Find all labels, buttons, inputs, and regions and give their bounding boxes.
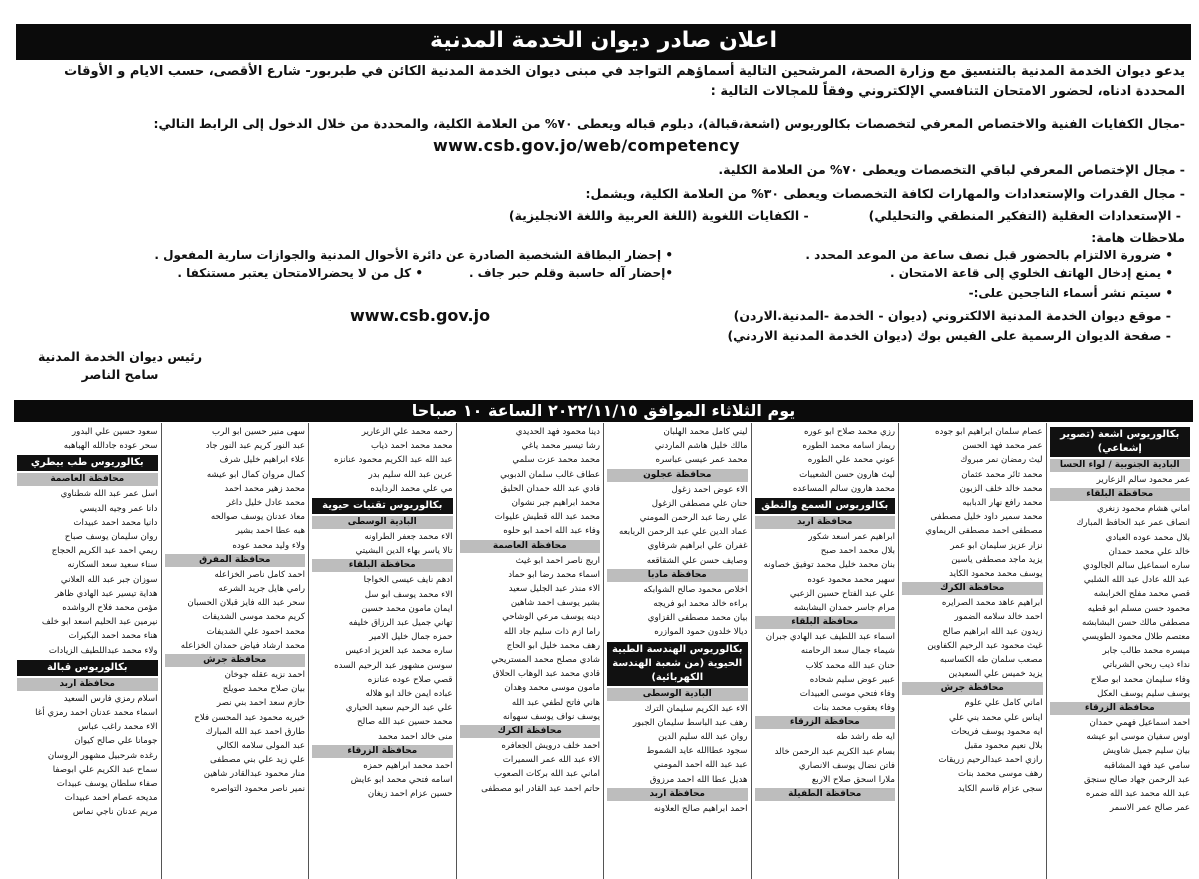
candidate-name: عطاف غالب سلمان الدبوبي	[500, 469, 600, 480]
candidate-name: مالك خليل هاشم الماردني	[654, 441, 748, 452]
candidate-name: اسل عمر عبد الله شطناوي	[60, 489, 158, 500]
note-bring-calculator: •إحضار آله حاسبة وقلم حبر جاف .	[468, 266, 673, 280]
region-header: محافظة البلقاء	[312, 559, 453, 572]
candidate-name: بلال نعيم محمود مقبل	[964, 741, 1043, 752]
candidate-name: حسين عزام احمد زيغان	[367, 789, 453, 800]
candidate-name: سحر عوده جادالله الهباهبه	[63, 441, 158, 452]
region-header: محافظة المفرق	[165, 554, 306, 567]
candidate-name: الاء عوض احمد زغول	[671, 484, 748, 495]
candidate-name: عمر محمد فهد الحسن	[962, 441, 1043, 452]
note-arrive-early: • ضرورة الالتزام بالحضور قبل نصف ساعة من الموعد المحدد .	[805, 248, 1173, 262]
intro-line-2: المحددة ادناه، لحضور الامتحان التنافسي الإلكتروني وفقاً للمجالات التالية :	[710, 84, 1185, 99]
candidate-name: حازم سعد احمد بني نصر	[216, 698, 305, 709]
candidate-name: يوسف محمد محمود الكايد	[949, 569, 1043, 580]
candidate-name: احمد محمد ابراهيم حمزه	[363, 760, 453, 771]
candidate-name: عبد النور كريم عبد النور جاد	[205, 441, 305, 452]
candidate-name: خالد علي محمد حمدان	[1108, 546, 1190, 557]
publish-website-url[interactable]: www.csb.gov.jo	[350, 306, 491, 325]
candidate-name: ميسره محمد طالب جابر	[1102, 646, 1190, 657]
candidate-name: ليث هارون حسن الشعيبات	[799, 469, 895, 480]
candidate-name: ايه طه راشد طه	[836, 732, 895, 743]
candidate-name: شيماء جمال سعد الرحامنه	[800, 646, 895, 657]
candidate-name: سماح عبد الكريم علي ابوصفا	[52, 764, 158, 775]
candidate-name: شادي مصلح محمد المستريحي	[491, 655, 600, 666]
candidate-name: ليني كامل محمد الهلبان	[663, 427, 748, 437]
candidate-name: رحمه محمد علي الزعارير	[361, 427, 453, 437]
candidate-name: اماني كامل علي علوم	[964, 698, 1043, 709]
signature-role: رئيس ديوان الخدمة المدنية	[37, 349, 203, 364]
candidate-name: ابراهيم عمر اسعد شكور	[808, 532, 895, 543]
candidate-name: نداء ذيب ربحي الشرباتي	[1102, 660, 1190, 671]
candidates-column	[898, 423, 1046, 879]
candidate-name: بشير يوسف احمد شاهين	[510, 598, 600, 609]
candidate-name: سامي عيد فهد المشاقبه	[1103, 760, 1190, 771]
candidate-name: ليث رمضان نمر مبروك	[960, 455, 1043, 466]
candidate-name: وفاء يعقوب محمد بنات	[813, 703, 895, 714]
candidate-name: احمد اسماعيل فهمي حمدان	[1089, 718, 1190, 729]
candidate-name: نيرمين عبد الحليم اسعد ابو خلف	[41, 617, 158, 628]
candidate-name: رهف محمد خليل ابو الحاج	[506, 640, 600, 651]
publish-facebook: - صفحة الديوان الرسمية على الفيس بوك (ديوان الخدمة المدنية الاردني)	[727, 328, 1171, 343]
schedule-date: يوم الثلاثاء الموافق ٢٠٢٢/١١/١٥ الساعة ١٠ صباحا	[411, 401, 796, 420]
note-bring-id: • إحضار البطاقة الشخصية الصادرة عن دائرة الأحوال المدنية والجوازات سارية المفعول .	[154, 248, 673, 262]
candidate-name: هاني فاتح لطفي عبد الله	[511, 697, 600, 708]
region-header: محافظة الزرقاء	[312, 745, 453, 758]
candidate-name: اسامه فتحي محمد ابو عايش	[350, 775, 453, 786]
candidate-name: احمد خلف درويش الجعافره	[501, 741, 600, 752]
candidate-name: ولاء وليد محمد عوده	[232, 540, 305, 551]
notes-row-1	[20, 248, 1173, 262]
publish-website-text: - موقع ديوان الخدمة المدنية الالكتروني (ديوان - الخدمة -المدنية.الاردن)	[733, 308, 1171, 323]
candidate-name: معاذ عدنان يوسف صوالحه	[210, 512, 305, 523]
candidate-name: عبد الله عادل عبد الله الشلبي	[1083, 575, 1190, 586]
candidate-name: قصي محمد مفلح الخرابشه	[1093, 589, 1190, 600]
candidate-name: حاتم احمد عبد القادر ابو مصطفى	[481, 783, 600, 794]
candidate-name: رازي احمد عبدالرحيم زريقات	[938, 755, 1043, 766]
candidate-name: علي عبد الرحيم سعيد الحياري	[345, 703, 453, 714]
candidate-name: رزي محمد صلاح ابو عوره	[804, 427, 895, 437]
candidate-name: اخلاص محمود صالح الشوابكه	[643, 584, 748, 595]
candidate-name: سحر عبد الله فايز قبلان الحسبان	[187, 598, 305, 609]
candidate-name: علي زيد علي بني مصطفى	[209, 755, 305, 766]
candidate-name: عبد الرحمن جهاد صالح سنجق	[1083, 774, 1190, 785]
candidate-name: مؤمن محمد فلاح الرواشده	[62, 603, 158, 614]
candidate-name: عمر صالح عمر الاسمر	[1109, 803, 1190, 814]
mental-abilities: - الإستعدادات العقلية (التفكير المنطقي والتحليلي)	[868, 208, 1181, 223]
candidate-name: محمد سمير داود خليل مصطفى	[930, 512, 1043, 523]
publish-website	[20, 308, 1171, 323]
candidate-name: فاتن نضال يوسف الانصاري	[798, 760, 895, 771]
signature-name: سامح الناصر	[81, 367, 159, 382]
note-no-phone: • يمنع إدخال الهاتف الخلوي إلى قاعة الامتحان .	[889, 266, 1173, 280]
candidate-name: يزيد خميس علي السعيدين	[948, 669, 1043, 680]
candidate-name: حنان عبد الله محمد كلاب	[805, 660, 895, 671]
candidate-name: مصطفى مالك حسن البشابشه	[1082, 617, 1190, 628]
candidate-name: ايه محمود يوسف فريحات	[951, 726, 1043, 737]
candidate-name: الاء عبد الله عمر السميرات	[502, 755, 600, 766]
candidate-name: قصي صلاح عوده عنانزه	[367, 674, 453, 685]
candidates-column	[456, 423, 604, 879]
candidate-name: الاء محمد جعفر الطراونه	[364, 532, 453, 543]
candidate-name: سهى منير حسين ابو الرب	[212, 427, 305, 437]
candidate-name: محمد زهير محمد احمد	[224, 483, 305, 494]
candidates-column	[1046, 423, 1194, 879]
candidate-name: الاء محمد يوسف ابو سل	[364, 589, 453, 600]
candidate-name: احمد خالد سلامه الضمور	[954, 612, 1043, 623]
candidate-name: تهاني جميل عبد الرزاق خليفه	[348, 618, 453, 629]
candidate-name: محمود حسن مسلم ابو قطيه	[1087, 603, 1190, 614]
region-header: محافظة البلقاء	[755, 616, 896, 629]
title-bar	[16, 24, 1191, 60]
candidate-name: اريج ناصر احمد ابو غيث	[515, 555, 600, 566]
field-abilities: - مجال القدرات والإستعدادات والمهارات لكافة التخصصات ويعطى ٣٠% من العلامة الكلية، ويشمل:	[585, 186, 1185, 201]
candidate-name: محمد محمد عزت سلمي	[512, 455, 600, 466]
region-header: محافظة الزرقاء	[1050, 702, 1191, 715]
candidate-name: محمد ارشاد فياض حمدان الخزاعله	[180, 640, 305, 651]
region-header: محافظة اربد	[17, 678, 158, 691]
candidate-name: رامي هايل جريد الشرعه	[218, 584, 305, 595]
candidate-name: انصاف عمر عبد الحافظ المبارك	[1076, 518, 1190, 529]
candidate-name: عباده ايمن خالد ابو هلاله	[365, 689, 453, 700]
region-header: محافظة عجلون	[607, 469, 748, 482]
candidate-name: فادي عبد الله حمدان الحليق	[500, 483, 600, 494]
candidate-name: تالا ياسر بهاء الدين البشيتي	[355, 546, 453, 557]
candidate-name: علاء ابراهيم خليل شرف	[219, 455, 305, 466]
candidate-name: يوسف نواف يوسف سهوانه	[502, 711, 600, 722]
candidate-name: هبه عطا احمد بشير	[235, 526, 305, 537]
candidate-name: زيدون عبد الله ابراهيم صالح	[942, 626, 1043, 637]
candidate-name: رغده شرحبيل مشهور الروسان	[47, 750, 158, 761]
candidate-name: روان عبد الله سليم الدين	[658, 732, 748, 743]
field-technical: -مجال الكفايات الفنية والاختصاص المعرفي لتخصصات بكالوريوس (اشعة،قبالة)، دبلوم قباله ويعطى ٧٠% من العلامة الكلية، والمحددة من خلال الدخول إلى الرابط التالي:	[153, 116, 1185, 131]
candidate-name: محمد ابراهيم جبر نشوان	[511, 498, 600, 509]
candidate-name: سجود عطاالله عايد الشموط	[646, 746, 748, 757]
candidate-name: ريمي احمد عبد الكريم الحجاج	[51, 546, 158, 557]
candidate-name: مصطفى احمد مصطفى الريماوي	[925, 526, 1043, 537]
abilities-subitems	[20, 208, 1181, 223]
region-header: محافظة مادبا	[607, 569, 748, 582]
region-header: محافظة الطفيلة	[755, 788, 896, 801]
candidate-name: محمد هارون سالم المساعده	[792, 483, 895, 494]
candidate-name: مديحه عصام احمد عبيدات	[64, 793, 158, 804]
candidate-name: روان سليمان يوسف صباح	[64, 532, 158, 543]
candidate-name: بيان صلاح محمد صويلح	[222, 684, 305, 695]
candidate-name: احمد كامل ناصر الخزاعله	[214, 569, 305, 580]
candidate-name: بلال محمد احمد صبح	[820, 546, 895, 557]
region-header: محافظة الزرقاء	[755, 716, 896, 729]
candidate-name: هداية تيسير عبد الهادي ظاهر	[55, 588, 158, 599]
candidate-name: بيان محمد مصطفى القزاوي	[647, 613, 748, 624]
candidate-name: نزار عزيز سليمان ابو عمر	[950, 540, 1043, 551]
field-specialization: - مجال الإختصاص المعرفي لباقي التخصصات ويعطى ٧٠% من العلامة الكلية.	[718, 162, 1185, 177]
candidate-name: حمزه جمال خليل الامير	[369, 632, 453, 643]
candidate-name: علي عبد الفتاح حسين الزعبي	[789, 588, 895, 599]
candidate-name: ابراهيم عاهد محمد الصرايره	[941, 598, 1043, 609]
candidate-name: مصعب سلمان طه الكساسبه	[939, 655, 1043, 666]
announcement-page	[12, 18, 1193, 879]
intro-paragraph	[20, 62, 1185, 102]
candidate-name: يزيد ماجد مصطفى ياسين	[951, 554, 1043, 565]
candidate-name: احمد نزيه عقله جوخان	[224, 670, 305, 681]
candidate-name: اماني عبد الله بركات الصعوب	[494, 769, 600, 780]
candidate-name: سوسن مشهور عبد الرحيم السده	[334, 660, 453, 671]
candidate-name: منار محمود عبدالقادر شاهين	[203, 769, 305, 780]
announcement-title: اعلان صادر ديوان الخدمة المدنية	[430, 28, 777, 53]
candidate-name: ايمان مامون محمد حسين	[361, 603, 453, 614]
candidate-name: دينا محمود فهد الحديدي	[515, 427, 600, 437]
candidate-name: طارق احمد عبد الله المبارك	[205, 726, 305, 737]
candidate-name: براءه خالد محمد ابو فريجه	[653, 599, 748, 610]
candidate-name: بسام عبد الكريم عبد الرحمن خالد	[774, 746, 895, 757]
candidate-name: سعود حسين علي البدور	[72, 427, 158, 437]
note-publish-results: • سيتم نشر أسماء الناجحين على:-	[968, 286, 1173, 300]
candidate-name: خيريه محمود عبد المحسن فلاح	[194, 712, 305, 723]
candidate-name: سجى عزام قاسم الكايد	[957, 783, 1043, 794]
candidate-name: غيث محمود عبد الرحيم الكفاوين	[927, 640, 1043, 651]
candidate-name: بيان سليم جميل شاويش	[1102, 746, 1190, 757]
region-header: محافظة البلقاء	[1050, 488, 1191, 501]
specialization-header: بكالوريوس الهندسة الطبية الحيوية (من شعبة الهندسة الكهربائية)	[607, 642, 748, 686]
intro-line-1: يدعو ديوان الخدمة المدنية بالتنسيق مع وزارة الصحة، المرشحين التالية أسماؤهم التواجد في مبنى ديوان الخدمة المدنية الكائن في طبربور- شارع الأقصى، حسب الايام و الأوقات	[64, 64, 1185, 79]
candidate-name: عصام سلمان ابراهيم ابو جوده	[935, 427, 1043, 437]
candidate-name: منى خالد احمد محمد	[378, 731, 453, 742]
specialization-header: بكالوريوس السمع والنطق	[755, 498, 896, 514]
notes-heading: ملاحظات هامة:	[1091, 230, 1185, 245]
candidates-column	[751, 423, 899, 879]
candidate-name: عبد المولى سلامه الكالي	[216, 741, 305, 752]
candidate-name: اوس سفيان موسى ابو عيشه	[1086, 732, 1190, 743]
candidate-name: اماني هشام محمود زنغري	[1096, 504, 1190, 515]
candidate-name: صفاء سلطان يوسف عبيدات	[56, 779, 158, 790]
candidate-name: مرام جاسر حمدان البشابشه	[793, 603, 895, 614]
candidate-name: مامون موسى محمد وهدان	[504, 683, 600, 694]
candidate-name: الاء عبد الكريم سليمان الترك	[644, 703, 748, 714]
candidate-name: علي رضا عبد الرحمن المومني	[639, 513, 748, 524]
candidate-name: عماد الدين علي عبد الرحمن الربابعه	[619, 527, 748, 538]
candidates-list	[14, 423, 1193, 879]
candidate-name: عرين عبد الله سليم بدر	[368, 469, 453, 480]
candidate-name: رشا تيسير محمد ياغي	[521, 441, 600, 452]
candidate-name: وفاء فتحي موسى العبيدات	[799, 689, 895, 700]
candidates-column	[14, 423, 161, 879]
candidate-name: وفاء سليمان محمد ابو صلاح	[1090, 674, 1190, 685]
candidate-name: مي علي محمد الردايده	[370, 483, 453, 494]
candidate-name: بنان محمد خليل محمد توفيق خصاونه	[763, 560, 895, 571]
signature-block	[30, 348, 210, 384]
candidate-name: دانيا محمد احمد عبيدات	[73, 517, 158, 528]
region-header: محافظة العاصمة	[17, 473, 158, 486]
candidate-name: حنان علي مصطفى الزغول	[651, 498, 748, 509]
region-header: محافظة الكرك	[460, 725, 601, 738]
region-header: محافظة الكرك	[902, 582, 1043, 595]
candidates-column	[161, 423, 309, 879]
candidate-name: نمير ناصر محمود التواصره	[210, 783, 305, 794]
region-header: محافظة جرش	[165, 654, 306, 667]
candidate-name: ساره اسماعيل سالم الجالودي	[1082, 561, 1190, 572]
candidate-name: سناء سعيد سعد السكارنه	[67, 560, 158, 571]
notes-row-3	[20, 286, 1173, 300]
candidate-name: ريماز اسامه محمد الطوره	[802, 441, 895, 452]
candidate-name: ديالا خلدون حمود الموازره	[654, 627, 748, 638]
candidate-name: يوسف سليم يوسف العكل	[1097, 688, 1190, 699]
candidates-column	[308, 423, 456, 879]
candidate-name: محمد حسين عبد الله صالح	[357, 717, 453, 728]
candidate-name: دانا عمر وجيه الديسي	[79, 503, 158, 514]
candidate-name: رهف عبد الباسط سليمان الجبور	[632, 717, 748, 728]
candidate-name: ساره محمد عبد العزيز ادعيس	[345, 646, 453, 657]
candidate-name: احمد ابراهيم صالح العلاونه	[653, 803, 748, 814]
candidate-name: رهف موسى محمد بنات	[957, 769, 1043, 780]
candidate-name: عبد عبد الله احمد المومني	[653, 760, 748, 771]
candidate-name: مريم عدنان ناجي نماس	[72, 807, 158, 818]
competency-link[interactable]: www.csb.gov.jo/web/competency	[433, 136, 740, 155]
language-abilities: - الكفايات اللغوية (اللغة العربية واللغة الانجليزية)	[508, 208, 809, 223]
candidate-name: وفاء عبد الله احمد ابو حلوه	[503, 526, 600, 537]
region-header: البادية الوسطى	[312, 516, 453, 529]
candidate-name: راما ازم ذات سليم جاد الله	[503, 626, 600, 637]
candidate-name: محمد محمد احمد ذياب	[370, 441, 453, 452]
candidate-name: كريم محمد موسى الشديفات	[202, 612, 305, 623]
region-header: محافظة اربد	[755, 516, 896, 529]
notes-row-2	[20, 266, 1173, 280]
candidate-name: بلال محمد عوده العبادي	[1105, 532, 1190, 543]
candidate-name: سهير محمد محمود عوده	[807, 574, 895, 585]
candidate-name: وصايف حسن علي الشقاقعه	[646, 555, 748, 566]
region-header: البادية الجنوبية / لواء الحسا	[1050, 459, 1191, 472]
candidate-name: الاء محمد راغب عباس	[78, 722, 158, 733]
candidate-name: اسماء عبد اللطيف عبد الهادي جبران	[765, 632, 895, 643]
schedule-date-bar	[14, 400, 1193, 422]
region-header: محافظة العاصمة	[460, 540, 601, 553]
candidate-name: اسماء محمد رضا ابو حماد	[508, 569, 600, 580]
candidate-name: معتصم طلال محمود الطويسي	[1081, 632, 1190, 643]
note-absentees: • كل من لا يحضرالامتحان يعتبر مستنكفا .	[177, 266, 423, 280]
candidate-name: محمد خالد خلف الزبون	[959, 483, 1043, 494]
candidate-name: ايناس علي محمد بني علي	[949, 712, 1043, 723]
candidate-name: اسلام رمزي فارس السعيد	[63, 693, 158, 704]
candidate-name: ادهم نايف عيسى الخواجا	[363, 575, 453, 586]
candidate-name: دينه يوسف مرعي الوشاحي	[502, 612, 600, 623]
candidate-name: ولاء محمد عبداللطيف الزيادات	[48, 645, 158, 656]
candidate-name: جومانا علي صالح كيوان	[74, 736, 158, 747]
candidate-name: محمد عبد الله قطيش عليوات	[494, 512, 600, 523]
candidate-name: محمد احمود علي الشديفات	[206, 626, 305, 637]
candidate-name: عبير عوض سليم شحاده	[809, 674, 895, 685]
candidate-name: قادي محمد عبد الوهاب الحلاق	[492, 669, 600, 680]
candidate-name: محمد رافع نهار الدبابيه	[962, 498, 1043, 509]
candidate-name: هديل عطا الله احمد مرزوق	[649, 774, 748, 785]
candidate-name: الاء منذر عبد الجليل سعيد	[508, 584, 600, 595]
candidate-name: اسماء محمد عدنان احمد رمزي أغا	[35, 708, 158, 719]
candidate-name: عبد الله عبد الكريم محمود عنانزه	[333, 455, 453, 466]
candidate-name: محمد عمر عيسى عباسره	[655, 455, 748, 466]
candidate-name: عبد الله محمد عبد الله ضمره	[1085, 789, 1190, 800]
candidate-name: محمد عادل خليل داغر	[226, 498, 305, 509]
candidate-name: غفران علي ابراهيم شرقاوي	[647, 541, 748, 552]
candidate-name: كمال مروان كمال ابو عيشه	[206, 469, 305, 480]
candidates-column	[603, 423, 751, 879]
region-header: محافظة جرش	[902, 682, 1043, 695]
specialization-header: بكالوريوس طب بيطري	[17, 455, 158, 471]
candidate-name: عمر محمود سالم الزعارير	[1096, 475, 1190, 485]
candidate-name: عوني محمد علي الطوره	[807, 455, 895, 466]
candidate-name: محمد ثائر محمد عثمان	[961, 469, 1043, 480]
specialization-header: بكالوريوس قبالة	[17, 660, 158, 676]
region-header: محافظة اربد	[607, 788, 748, 801]
candidate-name: ملارا اسحق صلاح الاربع	[811, 775, 895, 786]
specialization-header: بكالوريوس اشعة (تصوير إشعاعي)	[1050, 427, 1191, 457]
candidate-name: هناء محمد احمد البكيرات	[68, 631, 158, 642]
specialization-header: بكالوريوس تقنيات حيوية	[312, 498, 453, 514]
candidate-name: سوزان جبر عبد الله العلاني	[60, 574, 158, 585]
region-header: البادية الوسطى	[607, 688, 748, 701]
